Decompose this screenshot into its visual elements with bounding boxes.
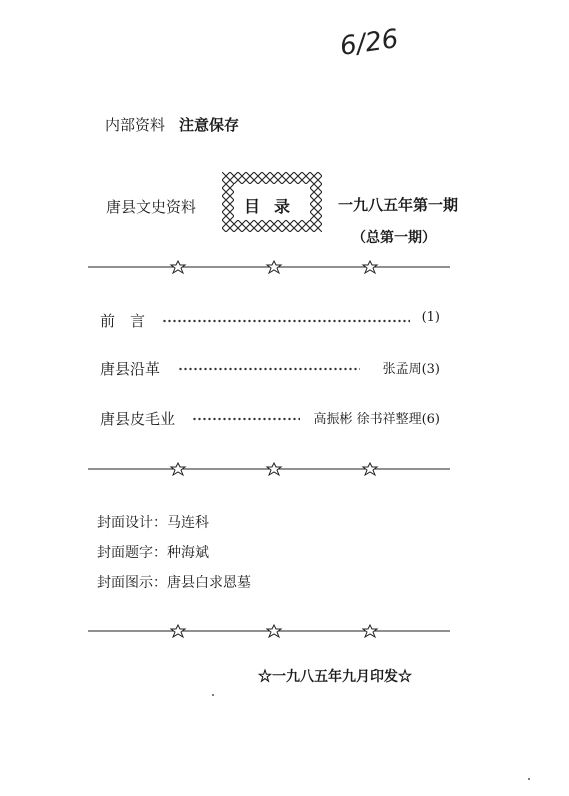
total-issue-number: （总第一期） — [352, 230, 436, 246]
credit-cover-calligraphy — [97, 542, 209, 562]
star-divider — [88, 260, 450, 274]
credit-cover-image — [97, 572, 251, 592]
toc-entry[interactable] — [100, 310, 440, 332]
credit-cover-design — [97, 512, 209, 532]
toc-entry[interactable] — [100, 358, 440, 380]
star-icon: ☆ — [258, 669, 272, 685]
toc-entry-title: 唐县皮毛业 — [100, 410, 176, 428]
series-name: 唐县文史资料 — [106, 198, 197, 216]
toc-entry[interactable] — [100, 408, 440, 430]
toc-entry-page: (1) — [421, 310, 440, 325]
internal-material-header — [105, 114, 239, 135]
credit-label: 封面设计： — [97, 515, 167, 531]
issue-number: 一九八五年第一期 — [338, 196, 459, 214]
scan-speck — [528, 778, 530, 780]
credit-value: 种海斌 — [167, 545, 209, 561]
star-divider — [88, 462, 450, 476]
leader-dots — [162, 319, 410, 323]
internal-label: 内部资料 — [105, 116, 166, 134]
toc-entry-author-page — [383, 358, 440, 377]
credit-label: 封面题字： — [97, 545, 167, 561]
preserve-notice: 注意保存 — [179, 116, 240, 134]
credit-label: 封面图示： — [97, 575, 167, 591]
toc-entry-author: 高振彬 徐书祥整理 — [313, 412, 422, 427]
credit-value: 马连科 — [167, 515, 209, 531]
leader-dots — [178, 367, 360, 371]
toc-entry-title: 前 言 — [100, 312, 146, 330]
toc-entry-author: 张孟周 — [382, 362, 422, 377]
print-date-text: 一九八五年九月印发 — [272, 669, 398, 685]
toc-entry-title: 唐县沿革 — [100, 360, 161, 378]
star-divider — [88, 624, 450, 638]
print-date — [258, 666, 412, 686]
toc-title-box — [222, 172, 322, 232]
credit-value: 唐县白求恩墓 — [167, 575, 251, 591]
toc-entry-author-page — [313, 408, 440, 427]
handwritten-note: 6/26 — [338, 24, 401, 62]
leader-dots — [192, 417, 300, 421]
toc-entry-page: (3) — [421, 362, 440, 377]
scan-speck — [212, 694, 214, 696]
star-icon: ☆ — [398, 669, 412, 685]
toc-title: 目录 — [244, 197, 305, 216]
toc-entry-page: (6) — [421, 412, 440, 427]
